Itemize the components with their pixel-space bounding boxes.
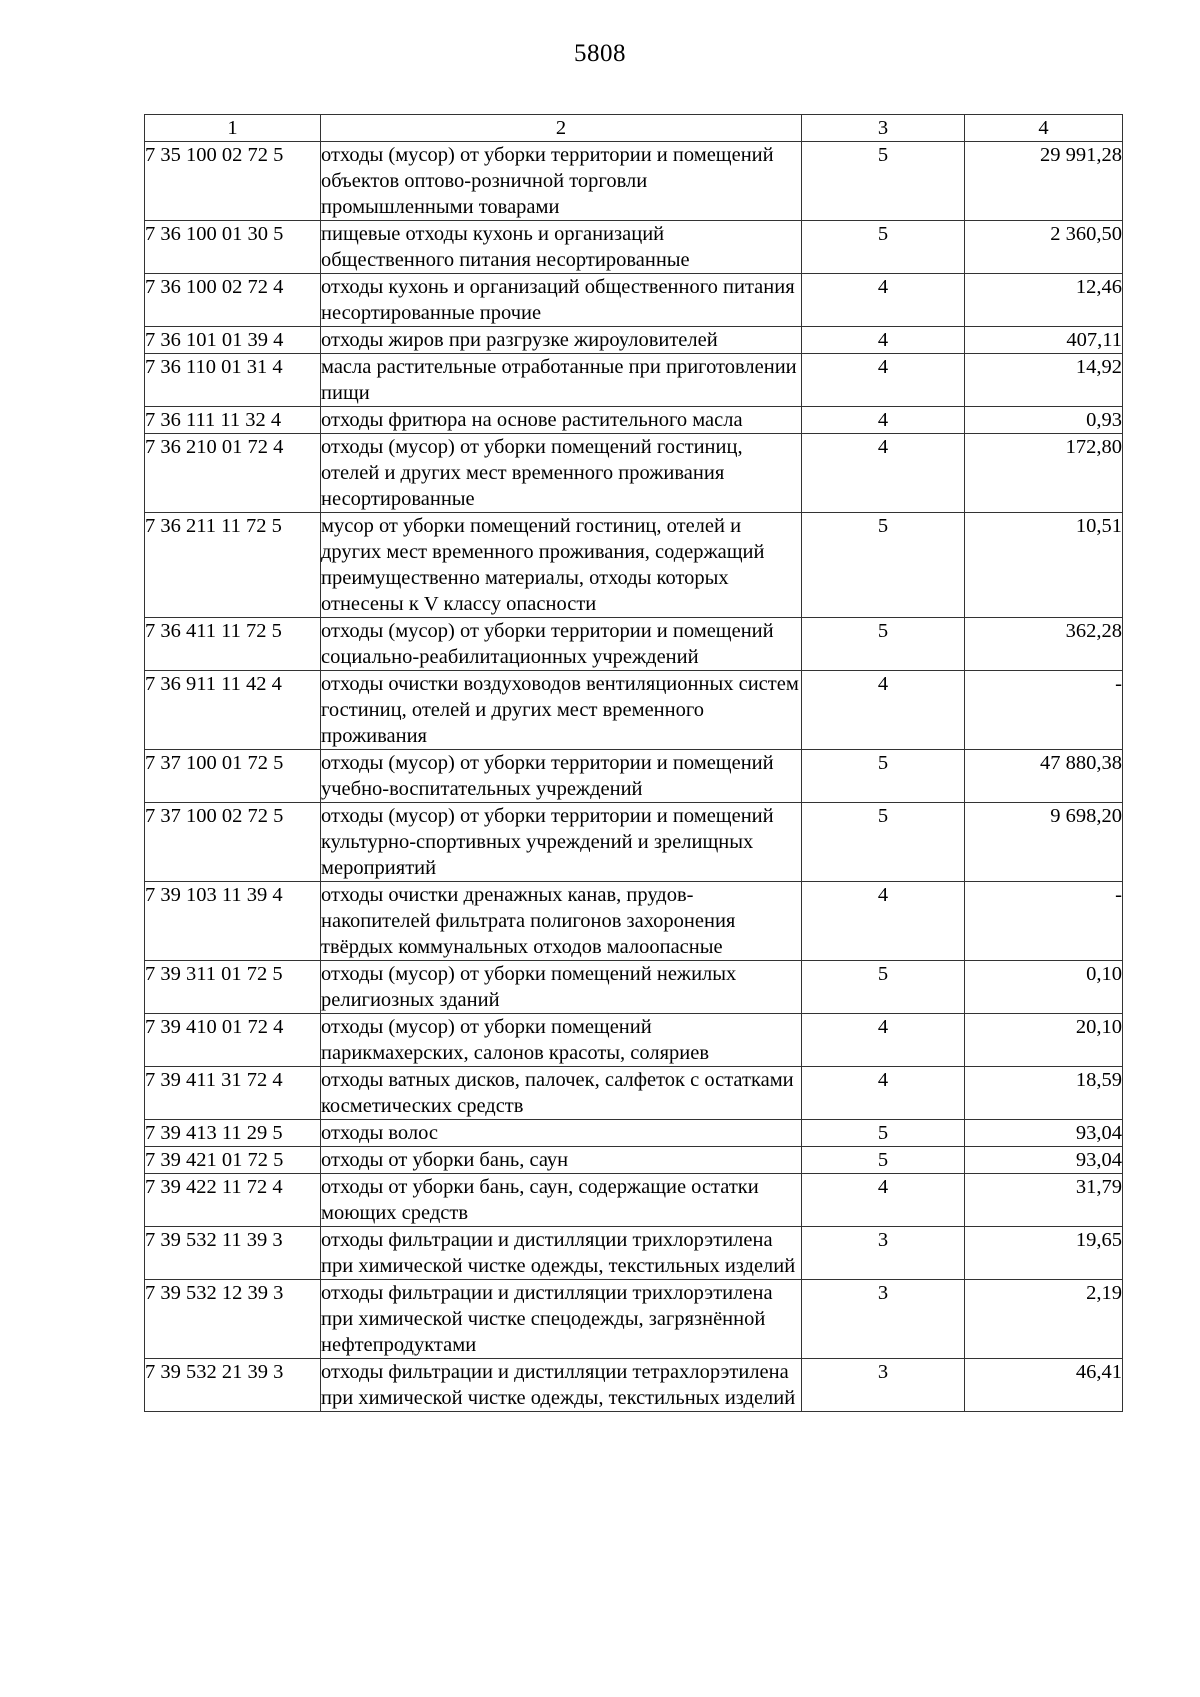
table-row (145, 407, 1123, 434)
amount-cell: 10,51 (965, 513, 1123, 618)
waste-code-cell: 7 39 421 01 72 5 (145, 1147, 321, 1174)
hazard-class-cell: 4 (802, 1014, 965, 1067)
amount-cell: 2 360,50 (965, 221, 1123, 274)
amount-cell: 19,65 (965, 1227, 1123, 1280)
amount-cell: 172,80 (965, 434, 1123, 513)
amount-cell: 14,92 (965, 354, 1123, 407)
table-row (145, 1067, 1123, 1120)
waste-name-cell: мусор от уборки помещений гостиниц, отелей и других мест временного проживания, содержащий преимущественно материалы, отходы которых отнесены к V классу опасности (321, 513, 802, 618)
amount-cell: - (965, 671, 1123, 750)
waste-code-cell: 7 36 110 01 31 4 (145, 354, 321, 407)
table-row (145, 618, 1123, 671)
header-cell-1: 1 (145, 115, 321, 142)
waste-name-cell: отходы очистки воздуховодов вентиляционных систем гостиниц, отелей и других мест временного проживания (321, 671, 802, 750)
waste-name-cell: отходы жиров при разгрузке жироуловителей (321, 327, 802, 354)
amount-cell: 20,10 (965, 1014, 1123, 1067)
waste-name-cell: отходы очистки дренажных канав, прудов-накопителей фильтрата полигонов захоронения твёрдых коммунальных отходов малоопасные (321, 882, 802, 961)
amount-cell: 0,93 (965, 407, 1123, 434)
amount-cell: 407,11 (965, 327, 1123, 354)
waste-name-cell: отходы от уборки бань, саун, содержащие остатки моющих средств (321, 1174, 802, 1227)
table-row (145, 961, 1123, 1014)
waste-table (144, 114, 1123, 1412)
hazard-class-cell: 3 (802, 1359, 965, 1412)
table-row (145, 1280, 1123, 1359)
table-body (145, 142, 1123, 1412)
waste-code-cell: 7 37 100 01 72 5 (145, 750, 321, 803)
waste-name-cell: масла растительные отработанные при приготовлении пищи (321, 354, 802, 407)
hazard-class-cell: 5 (802, 750, 965, 803)
waste-name-cell: отходы фритюра на основе растительного масла (321, 407, 802, 434)
waste-code-cell: 7 39 411 31 72 4 (145, 1067, 321, 1120)
table-row (145, 803, 1123, 882)
waste-code-cell: 7 36 911 11 42 4 (145, 671, 321, 750)
table-header (145, 115, 1123, 142)
waste-name-cell: отходы (мусор) от уборки территории и помещений социально-реабилитационных учреждений (321, 618, 802, 671)
hazard-class-cell: 5 (802, 961, 965, 1014)
waste-code-cell: 7 37 100 02 72 5 (145, 803, 321, 882)
amount-cell: 47 880,38 (965, 750, 1123, 803)
waste-name-cell: отходы (мусор) от уборки территории и помещений культурно-спортивных учреждений и зрелищных мероприятий (321, 803, 802, 882)
waste-name-cell: отходы волос (321, 1120, 802, 1147)
table-row (145, 274, 1123, 327)
amount-cell: 12,46 (965, 274, 1123, 327)
waste-name-cell: пищевые отходы кухонь и организаций общественного питания несортированные (321, 221, 802, 274)
waste-name-cell: отходы (мусор) от уборки помещений парикмахерских, салонов красоты, соляриев (321, 1014, 802, 1067)
hazard-class-cell: 4 (802, 407, 965, 434)
hazard-class-cell: 3 (802, 1227, 965, 1280)
hazard-class-cell: 4 (802, 671, 965, 750)
hazard-class-cell: 5 (802, 142, 965, 221)
waste-code-cell: 7 36 100 02 72 4 (145, 274, 321, 327)
table-row (145, 513, 1123, 618)
waste-name-cell: отходы кухонь и организаций общественного питания несортированные прочие (321, 274, 802, 327)
amount-cell: 362,28 (965, 618, 1123, 671)
amount-cell: 9 698,20 (965, 803, 1123, 882)
amount-cell: 93,04 (965, 1120, 1123, 1147)
table-row (145, 221, 1123, 274)
waste-name-cell: отходы фильтрации и дистилляции трихлорэтилена при химической чистке одежды, текстильных изделий (321, 1227, 802, 1280)
hazard-class-cell: 4 (802, 354, 965, 407)
waste-name-cell: отходы фильтрации и дистилляции тетрахлорэтилена при химической чистке одежды, текстильных изделий (321, 1359, 802, 1412)
hazard-class-cell: 4 (802, 327, 965, 354)
waste-name-cell: отходы (мусор) от уборки помещений гостиниц, отелей и других мест временного проживания несортированные (321, 434, 802, 513)
waste-code-cell: 7 36 210 01 72 4 (145, 434, 321, 513)
header-cell-2: 2 (321, 115, 802, 142)
hazard-class-cell: 5 (802, 1120, 965, 1147)
table-row (145, 1359, 1123, 1412)
amount-cell: 93,04 (965, 1147, 1123, 1174)
hazard-class-cell: 5 (802, 513, 965, 618)
table-row (145, 1227, 1123, 1280)
waste-code-cell: 7 39 422 11 72 4 (145, 1174, 321, 1227)
hazard-class-cell: 4 (802, 434, 965, 513)
waste-name-cell: отходы (мусор) от уборки территории и помещений учебно-воспитательных учреждений (321, 750, 802, 803)
page-number: 5808 (574, 40, 626, 67)
waste-code-cell: 7 39 413 11 29 5 (145, 1120, 321, 1147)
hazard-class-cell: 4 (802, 882, 965, 961)
hazard-class-cell: 4 (802, 274, 965, 327)
waste-code-cell: 7 36 101 01 39 4 (145, 327, 321, 354)
table-row (145, 327, 1123, 354)
waste-name-cell: отходы от уборки бань, саун (321, 1147, 802, 1174)
table-row (145, 882, 1123, 961)
hazard-class-cell: 5 (802, 221, 965, 274)
table-row (145, 1174, 1123, 1227)
amount-cell: 0,10 (965, 961, 1123, 1014)
waste-code-cell: 7 39 532 11 39 3 (145, 1227, 321, 1280)
amount-cell: - (965, 882, 1123, 961)
header-row (145, 115, 1123, 142)
table-row (145, 1120, 1123, 1147)
waste-name-cell: отходы ватных дисков, палочек, салфеток с остатками косметических средств (321, 1067, 802, 1120)
amount-cell: 31,79 (965, 1174, 1123, 1227)
waste-code-cell: 7 39 532 12 39 3 (145, 1280, 321, 1359)
waste-code-cell: 7 39 532 21 39 3 (145, 1359, 321, 1412)
waste-code-cell: 7 39 103 11 39 4 (145, 882, 321, 961)
hazard-class-cell: 5 (802, 618, 965, 671)
table-row (145, 750, 1123, 803)
table-row (145, 434, 1123, 513)
waste-code-cell: 7 35 100 02 72 5 (145, 142, 321, 221)
table-row (145, 354, 1123, 407)
table-row (145, 1014, 1123, 1067)
hazard-class-cell: 5 (802, 1147, 965, 1174)
amount-cell: 29 991,28 (965, 142, 1123, 221)
waste-name-cell: отходы (мусор) от уборки помещений нежилых религиозных зданий (321, 961, 802, 1014)
header-cell-4: 4 (965, 115, 1123, 142)
table-row (145, 1147, 1123, 1174)
table-row (145, 142, 1123, 221)
waste-code-cell: 7 36 211 11 72 5 (145, 513, 321, 618)
amount-cell: 2,19 (965, 1280, 1123, 1359)
table-row (145, 671, 1123, 750)
amount-cell: 18,59 (965, 1067, 1123, 1120)
waste-code-cell: 7 36 100 01 30 5 (145, 221, 321, 274)
hazard-class-cell: 4 (802, 1174, 965, 1227)
waste-name-cell: отходы фильтрации и дистилляции трихлорэтилена при химической чистке спецодежды, загрязнённой нефтепродуктами (321, 1280, 802, 1359)
waste-code-cell: 7 39 410 01 72 4 (145, 1014, 321, 1067)
hazard-class-cell: 3 (802, 1280, 965, 1359)
waste-name-cell: отходы (мусор) от уборки территории и помещений объектов оптово-розничной торговли промышленными товарами (321, 142, 802, 221)
waste-code-cell: 7 36 111 11 32 4 (145, 407, 321, 434)
hazard-class-cell: 4 (802, 1067, 965, 1120)
amount-cell: 46,41 (965, 1359, 1123, 1412)
hazard-class-cell: 5 (802, 803, 965, 882)
waste-code-cell: 7 36 411 11 72 5 (145, 618, 321, 671)
waste-code-cell: 7 39 311 01 72 5 (145, 961, 321, 1014)
header-cell-3: 3 (802, 115, 965, 142)
